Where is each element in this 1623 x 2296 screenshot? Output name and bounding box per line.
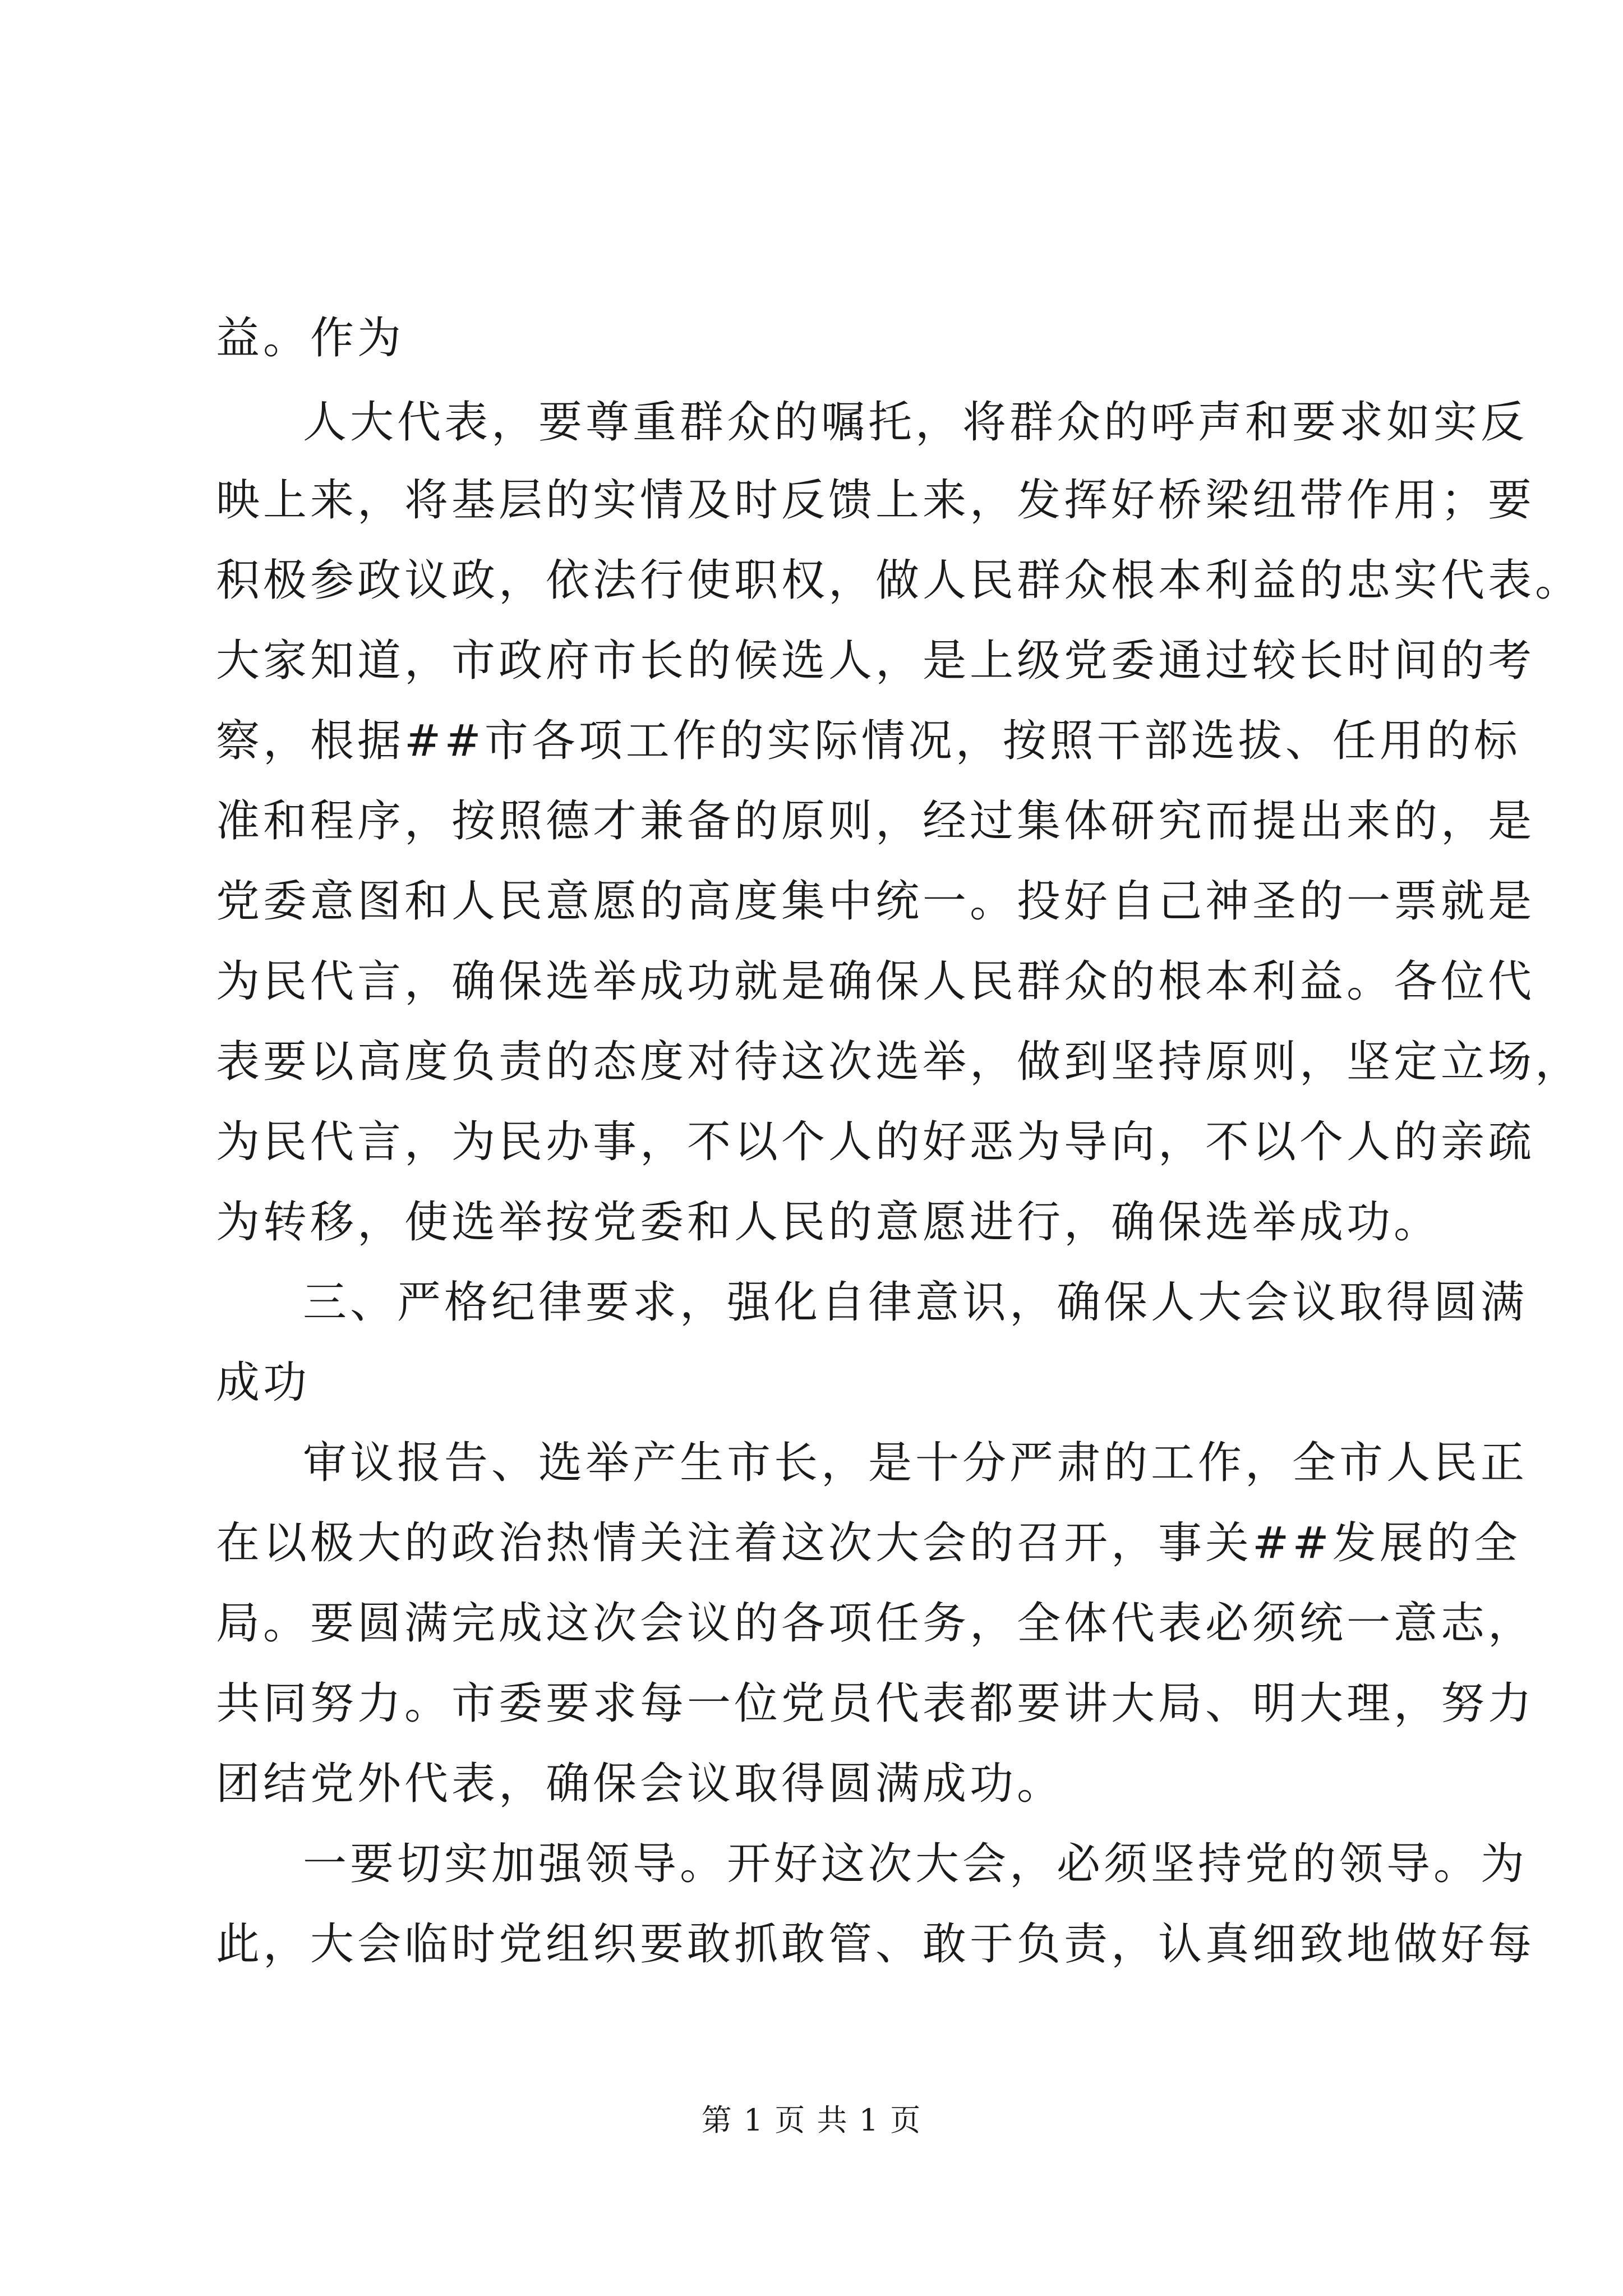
text-line: 表要以高度负责的态度对待这次选举，做到坚持原则，坚定立场， xyxy=(216,1037,1583,1087)
text-line: 益。作为 xyxy=(216,313,405,364)
text-line: 团结党外代表，确保会议取得圆满成功。 xyxy=(216,1759,1064,1809)
page-footer: 第 1 页 共 1 页 xyxy=(701,2102,922,2138)
text-line: 为民代言，为民办事，不以个人的好恶为导向，不以个人的亲疏 xyxy=(216,1117,1536,1167)
text-line: 一要切实加强领导。开好这次大会，必须坚持党的领导。为 xyxy=(303,1839,1528,1889)
text-line: 在以极大的政治热情关注着这次大会的召开，事关##发展的全 xyxy=(216,1518,1521,1568)
text-line: 共同努力。市委要求每一位党员代表都要讲大局、明大理，努力 xyxy=(216,1678,1536,1729)
text-line: 察，根据##市各项工作的实际情况，按照干部选拔、任用的标 xyxy=(216,716,1521,766)
text-line: 为民代言，确保选举成功就是确保人民群众的根本利益。各位代 xyxy=(216,956,1536,1007)
section-heading-continued: 成功 xyxy=(216,1358,311,1408)
text-line: 为转移，使选举按党委和人民的意愿进行，确保选举成功。 xyxy=(216,1197,1441,1248)
text-line: 此，大会临时党组织要敢抓敢管、敢于负责，认真细致地做好每 xyxy=(216,1919,1536,1970)
text-line: 准和程序，按照德才兼备的原则，经过集体研究而提出来的，是 xyxy=(216,796,1536,846)
text-line: 人大代表，要尊重群众的嘱托，将群众的呼声和要求如实反 xyxy=(303,397,1528,448)
text-line: 映上来，将基层的实情及时反馈上来，发挥好桥梁纽带作用；要 xyxy=(216,475,1536,526)
text-line: 党委意图和人民意愿的高度集中统一。投好自己神圣的一票就是 xyxy=(216,876,1536,927)
text-line: 积极参政议政，依法行使职权，做人民群众根本利益的忠实代表。 xyxy=(216,555,1583,606)
text-line: 大家知道，市政府市长的候选人，是上级党委通过较长时间的考 xyxy=(216,636,1536,686)
text-line: 审议报告、选举产生市长，是十分严肃的工作，全市人民正 xyxy=(303,1438,1528,1488)
text-line: 局。要圆满完成这次会议的各项任务，全体代表必须统一意志， xyxy=(216,1598,1536,1649)
section-heading: 三、严格纪律要求，强化自律意识，确保人大会议取得圆满 xyxy=(303,1277,1528,1328)
